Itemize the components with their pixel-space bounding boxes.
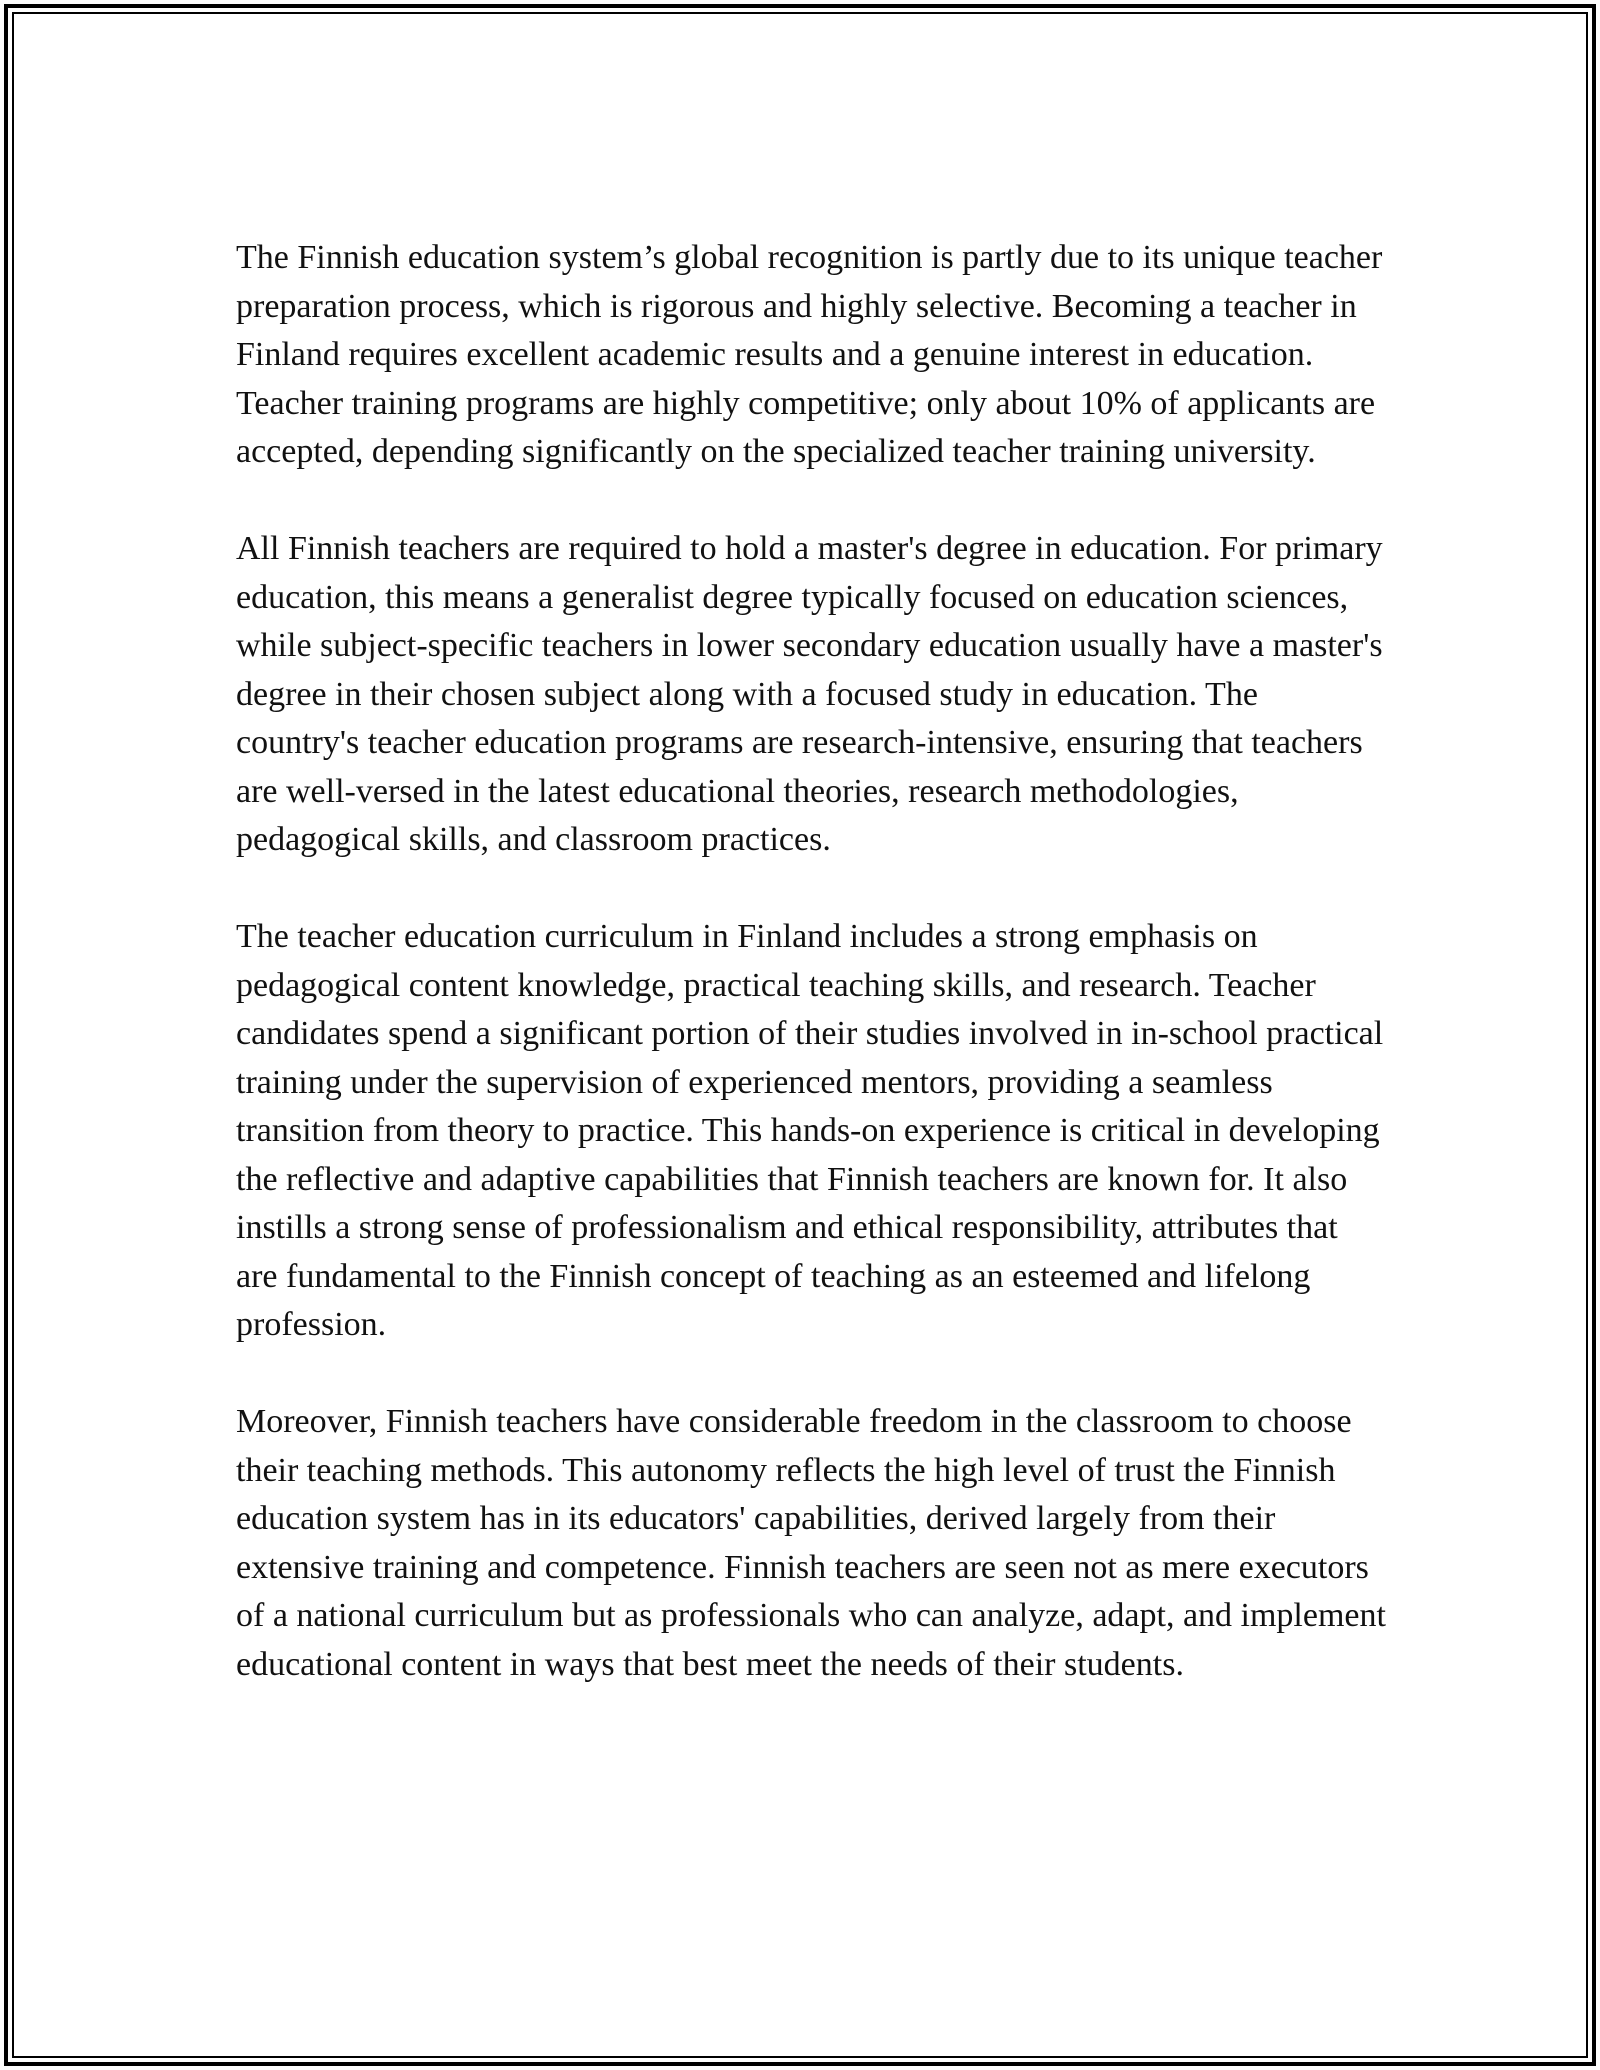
paragraph-curriculum: The teacher education curriculum in Finland includes a strong emphasis on pedagogical content knowledge, practical teaching skills, and research. Teacher candidates spend a significant portion of their studies involved in in-school practical training under the supervision of experienced mentors, providing a seamless transition from theory to practice. This hands-on experience is critical in developing the reflective and adaptive capabilities that Finnish teachers are known for. It also instills a strong sense of professionalism and ethical responsibility, attributes that are fundamental to the Finnish concept of teaching as an esteemed and lifelong profession. bbox=[236, 918, 1384, 1343]
paragraph-teacher-selection: The Finnish education system’s global recognition is partly due to its unique teacher preparation process, which is rigorous and highly selective. Becoming a teacher in Finland requires excellent academic results and a genuine interest in education. Teacher training programs are highly competitive; only about 10% of applicants are accepted, depending significantly on the specialized teacher training university. bbox=[236, 239, 1383, 470]
paragraph-teacher-autonomy: Moreover, Finnish teachers have considerable freedom in the classroom to choose their teaching methods. This autonomy reflects the high level of trust the Finnish education system has in its educators' capabilities, derived largely from their extensive training and competence. Finnish teachers are seen not as mere executors of a national curriculum but as professionals who can analyze, adapt, and implement educational content in ways that best meet the needs of their students. bbox=[236, 1403, 1386, 1683]
document-body bbox=[236, 234, 1386, 1738]
paragraph-masters-degree: All Finnish teachers are required to hold a master's degree in education. For primary education, this means a generalist degree typically focused on education sciences, while subject-specific teachers in lower secondary education usually have a master's degree in their chosen subject along with a focused study in education. The country's teacher education programs are research-intensive, ensuring that teachers are well-versed in the latest educational theories, research methodologies, pedagogical skills, and classroom practices. bbox=[236, 530, 1383, 858]
